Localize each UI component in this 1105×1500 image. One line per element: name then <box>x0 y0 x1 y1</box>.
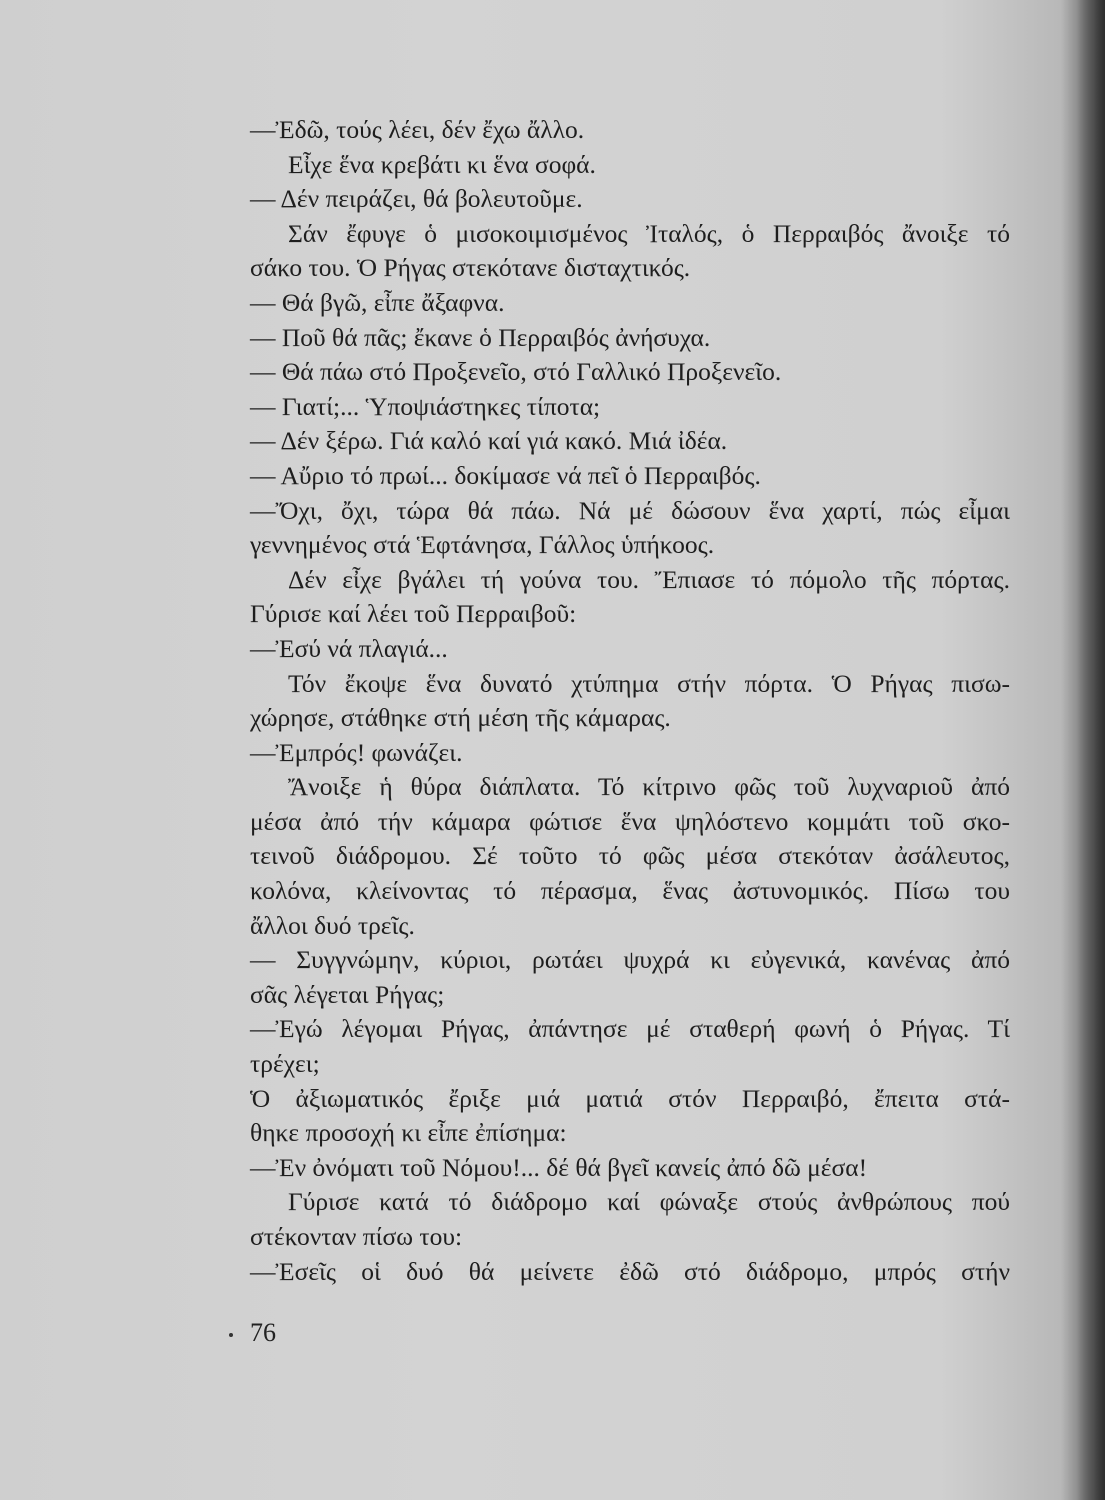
text-line: ἄλλοι δυό τρεῖς. <box>250 910 415 940</box>
text-line: —Ἐμπρός! φωνάζει. <box>250 737 463 767</box>
text-line: —Ἐγώ λέγομαι Ρήγας, ἀπάντησε μέ σταθερή φωνή ὁ Ρήγας. Τί <box>250 1014 1010 1044</box>
text-line: θηκε προσοχή κι εἶπε ἐπίσημα: <box>250 1118 567 1148</box>
text-line: μέσα ἀπό τήν κάμαρα φώτισε ἕνα ψηλόστενο κομμάτι τοῦ σκο- <box>250 806 1010 836</box>
text-line: Τόν ἔκοψε ἕνα δυνατό χτύπημα στήν πόρτα. Ὁ Ρήγας πισω- <box>288 668 1010 698</box>
text-line: —Ἐσύ νά πλαγιά... <box>250 633 448 663</box>
text-line: — Θά πάω στό Προξενεῖο, στό Γαλλικό Προξενεῖο. <box>250 357 782 387</box>
page-spine-shadow <box>1077 0 1105 1500</box>
text-line: σάκο του. Ὁ Ρήγας στεκότανε δισταχτικός. <box>250 253 691 283</box>
text-line: κολόνα, κλείνοντας τό πέρασμα, ἕνας ἀστυνομικός. Πίσω του <box>250 876 1010 906</box>
text-line: Γύρισε κατά τό διάδρομο καί φώναξε στούς ἀνθρώπους πού <box>288 1187 1010 1217</box>
body-text <box>250 113 1010 1289</box>
text-line: Ἄνοιξε ἡ θύρα διάπλατα. Τό κίτρινο φῶς τοῦ λυχναριοῦ ἀπό <box>288 772 1010 802</box>
text-line: γεννημένος στά Ἑφτάνησα, Γάλλος ὑπήκοος. <box>250 530 715 560</box>
text-line: — Δέν πειράζει, θά βολευτοῦμε. <box>250 184 583 214</box>
text-line: τρέχει; <box>250 1049 320 1079</box>
text-line: — Δέν ξέρω. Γιά καλό καί γιά κακό. Μιά ἰδέα. <box>250 426 728 456</box>
text-line: Δέν εἶχε βγάλει τή γούνα του. Ἔπιασε τό πόμολο τῆς πόρτας. <box>288 564 1010 594</box>
text-line: Εἶχε ἕνα κρεβάτι κι ἕνα σοφά. <box>288 149 596 179</box>
text-line: — Συγγνώμην, κύριοι, ρωτάει ψυχρά κι εὐγενικά, κανένας ἀπό <box>250 945 1010 975</box>
text-line: — Γιατί;... Ὑποψιάστηκες τίποτα; <box>250 391 601 421</box>
text-line: Ὁ ἀξιωματικός ἔριξε μιά ματιά στόν Περραιβό, ἔπειτα στά- <box>250 1083 1010 1113</box>
stray-dot-mark <box>229 1333 233 1337</box>
page-number: 76 <box>250 1318 276 1347</box>
text-line: —Ἐδῶ, τούς λέει, δέν ἔχω ἄλλο. <box>250 115 585 144</box>
text-line: χώρησε, στάθηκε στή μέση τῆς κάμαρας. <box>250 703 671 733</box>
text-line: — Θά βγῶ, εἶπε ἄξαφνα. <box>250 287 505 317</box>
text-line: — Ποῦ θά πᾶς; ἔκανε ὁ Περραιβός ἀνήσυχα. <box>250 322 711 352</box>
text-line: Σάν ἔφυγε ὁ μισοκοιμισμένος Ἰταλός, ὁ Περραιβός ἄνοιξε τό <box>288 218 1010 248</box>
text-line: Γύρισε καί λέει τοῦ Περραιβοῦ: <box>250 599 577 629</box>
text-line: —Ἐν ὀνόματι τοῦ Νόμου!... δέ θά βγεῖ κανείς ἀπό δῶ μέσα! <box>250 1152 868 1182</box>
text-line: —Ὄχι, ὄχι, τώρα θά πάω. Νά μέ δώσουν ἕνα χαρτί, πώς εἶμαι <box>250 495 1010 525</box>
text-line: τεινοῦ διάδρομου. Σέ τοῦτο τό φῶς μέσα στεκόταν ἀσάλευτος, <box>250 841 1010 871</box>
text-line: σᾶς λέγεται Ρήγας; <box>250 979 445 1009</box>
text-line: — Αὔριο τό πρωί... δοκίμασε νά πεῖ ὁ Περραιβός. <box>250 460 761 490</box>
text-line: στέκονταν πίσω του: <box>250 1222 463 1251</box>
text-line: —Ἐσεῖς οἱ δυό θά μείνετε ἐδῶ στό διάδρομο, μπρός στήν <box>250 1256 1010 1286</box>
